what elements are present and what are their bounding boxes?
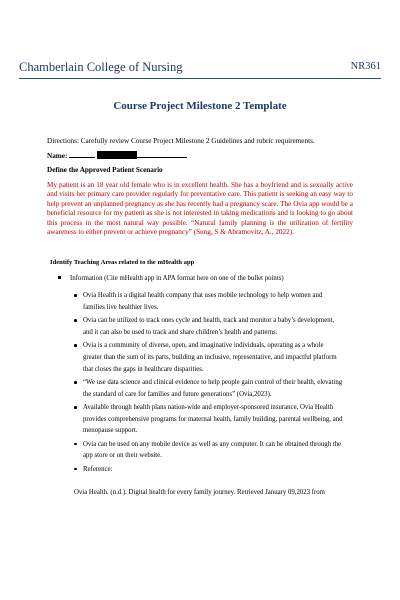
bullet-dot-icon xyxy=(74,468,77,471)
square-bullet-icon xyxy=(58,276,61,279)
list-item xyxy=(74,377,344,401)
bullet-text: “We use data science and clinical evidence to help people gain control of their health, elevating the standard of care for families and future generations” (Ovia,2023). xyxy=(83,378,343,398)
list-item xyxy=(74,439,344,463)
teaching-heading: Identify Teaching Areas related to the mHealth app xyxy=(50,259,195,266)
bullet-text: Available through health plans nation-wide and employer-sponsored insurance, Ovia Health provides comprehensive programs for maternal health, family building, parental wellbeing, and menopause support. xyxy=(83,403,343,435)
name-line xyxy=(47,151,187,160)
list-item xyxy=(74,402,344,437)
directions-text: Directions: Carefully review Course Project Milestone 2 Guidelines and rubric requirements. xyxy=(47,137,315,145)
list-item xyxy=(74,340,344,375)
bullet-dot-icon xyxy=(74,294,77,297)
scenario-heading: Define the Approved Patient Scenario xyxy=(47,166,163,174)
name-label: Name: xyxy=(47,152,68,160)
name-blank-trailing xyxy=(137,151,187,158)
reference-text: Ovia Health. (n.d.). Digital health for every family journey. Retrieved January 09,2023 from xyxy=(74,489,325,496)
bullet-dot-icon xyxy=(74,381,77,384)
bullet-dot-icon xyxy=(74,406,77,409)
list-item xyxy=(74,315,344,339)
document-title: Course Project Milestone 2 Template xyxy=(113,100,287,112)
course-code: NR361 xyxy=(350,61,381,72)
name-blank xyxy=(69,151,95,158)
redacted-name xyxy=(97,151,137,159)
page-header xyxy=(19,60,381,79)
bullet-text: Ovia Health is a digital health company that uses mobile technology to help women and families live healthier lives. xyxy=(83,292,323,311)
information-label: Information (Cite mHealth app in APA format here on one of the bullet points) xyxy=(70,275,284,282)
bullet-text: Ovia is a community of diverse, open, and imaginative individuals, operating as a whole greater than the sum of its parts, building an inclusive, representative, and impactful platform that closes the gaps in healthcare disparities. xyxy=(83,341,337,373)
bullet-text: Reference: xyxy=(83,465,113,473)
bullet-dot-icon xyxy=(74,443,77,446)
bullet-dot-icon xyxy=(74,344,77,347)
bullet-text: Ovia can be utilized to track ones cycle and health, track and monitor a baby’s development, and it can also be used to track and share children’s health and patterns. xyxy=(83,316,335,336)
scenario-text: My patient is an 18 year old female who is in excellent health. She has a boyfriend and is sexually active and visits her primary care provider regularly for preventative care. This patient is seeking an easy way to help prevent an unplanned pregnancy as she has recently had a pregnancy scare. The Ovia app would be a beneficial resource for my patient as she is not interested in taking medications and is looking to go about this process in the most natural way possible. “Natural family planning is the utilization of fertility awareness to either prevent or achieve pregnancy” (Sung, S & Abramovitz, A., 2022). xyxy=(47,181,353,237)
bullet-text: Ovia can be used on any mobile device as well as any computer. It can be obtained through the app store or on their website. xyxy=(83,440,342,460)
bullet-dot-icon xyxy=(74,319,77,322)
list-item xyxy=(74,464,344,476)
college-name: Chamberlain College of Nursing xyxy=(19,60,183,74)
list-item xyxy=(74,290,344,314)
teaching-bullets xyxy=(74,290,344,477)
information-item xyxy=(58,275,284,282)
